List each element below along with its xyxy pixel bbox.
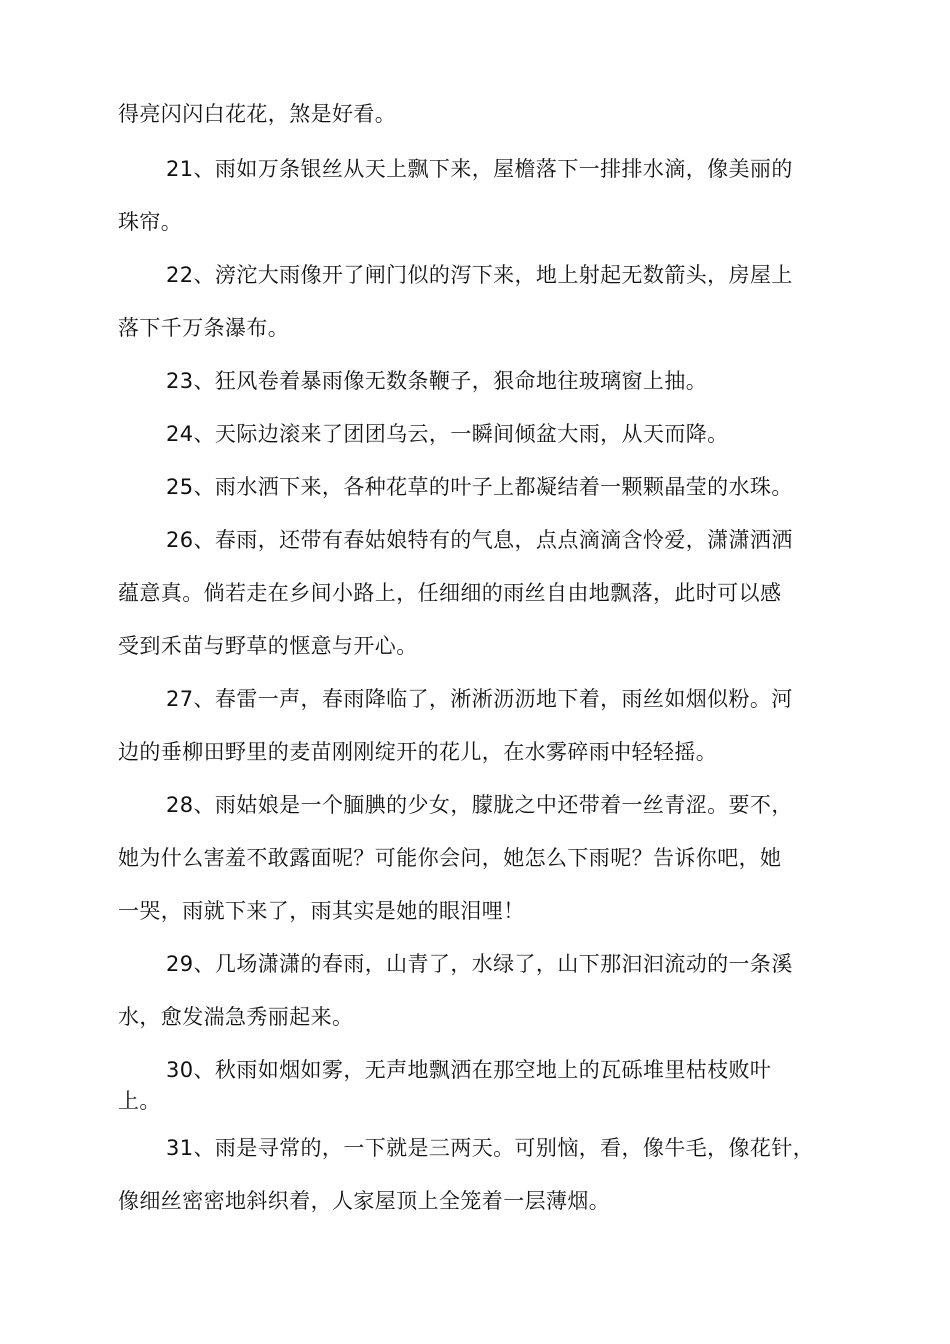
paragraph-26-line-3: 受到禾苗与野草的惬意与开心。	[118, 634, 418, 658]
paragraph-29-line-1: 29、几场潇潇的春雨，山青了，水绿了，山下那汩汩流动的一条溪	[166, 952, 793, 976]
paragraph-28-line-3: 一哭，雨就下来了，雨其实是她的眼泪哩！	[118, 899, 525, 923]
paragraph-21-line-2: 珠帘。	[118, 210, 183, 234]
paragraph-22-line-2: 落下千万条瀑布。	[118, 316, 290, 340]
paragraph-31-line-2: 像细丝密密地斜织着，人家屋顶上全笼着一层薄烟。	[118, 1189, 611, 1213]
paragraph-21-line-1: 21、雨如万条银丝从天上飘下来，屋檐落下一排排水滴，像美丽的	[166, 157, 793, 181]
paragraph-30-line-2: 上。	[118, 1089, 161, 1113]
paragraph-27-line-1: 27、春雷一声，春雨降临了，淅淅沥沥地下着，雨丝如烟似粉。河	[166, 687, 793, 711]
paragraph-30-line-1: 30、秋雨如烟如雾，无声地飘洒在那空地上的瓦砾堆里枯枝败叶	[166, 1058, 772, 1082]
paragraph-27-line-2: 边的垂柳田野里的麦苗刚刚绽开的花儿，在水雾碎雨中轻轻摇。	[118, 740, 718, 764]
paragraph-26-line-1: 26、春雨，还带有春姑娘特有的气息，点点滴滴含怜爱，潇潇洒洒	[166, 528, 793, 552]
paragraph-31-line-1: 31、雨是寻常的，一下就是三两天。可别恼，看，像牛毛，像花针，	[166, 1136, 815, 1160]
text-line: 得亮闪闪白花花，煞是好看。	[118, 102, 397, 126]
paragraph-26-line-2: 蕴意真。倘若走在乡间小路上，任细细的雨丝自由地飘落，此时可以感	[118, 581, 782, 605]
paragraph-28-line-1: 28、雨姑娘是一个腼腆的少女，朦胧之中还带着一丝青涩。要不，	[166, 793, 793, 817]
paragraph-23: 23、狂风卷着暴雨像无数条鞭子，狠命地往玻璃窗上抽。	[166, 369, 708, 393]
paragraph-25: 25、雨水洒下来，各种花草的叶子上都凝结着一颗颗晶莹的水珠。	[166, 475, 793, 499]
paragraph-29-line-2: 水，愈发湍急秀丽起来。	[118, 1005, 354, 1029]
paragraph-24: 24、天际边滚来了团团乌云，一瞬间倾盆大雨，从天而降。	[166, 422, 729, 446]
paragraph-28-line-2: 她为什么害羞不敢露面呢？可能你会问，她怎么下雨呢？告诉你吧，她	[118, 846, 782, 870]
paragraph-22-line-1: 22、滂沱大雨像开了闸门似的泻下来，地上射起无数箭头，房屋上	[166, 263, 793, 287]
